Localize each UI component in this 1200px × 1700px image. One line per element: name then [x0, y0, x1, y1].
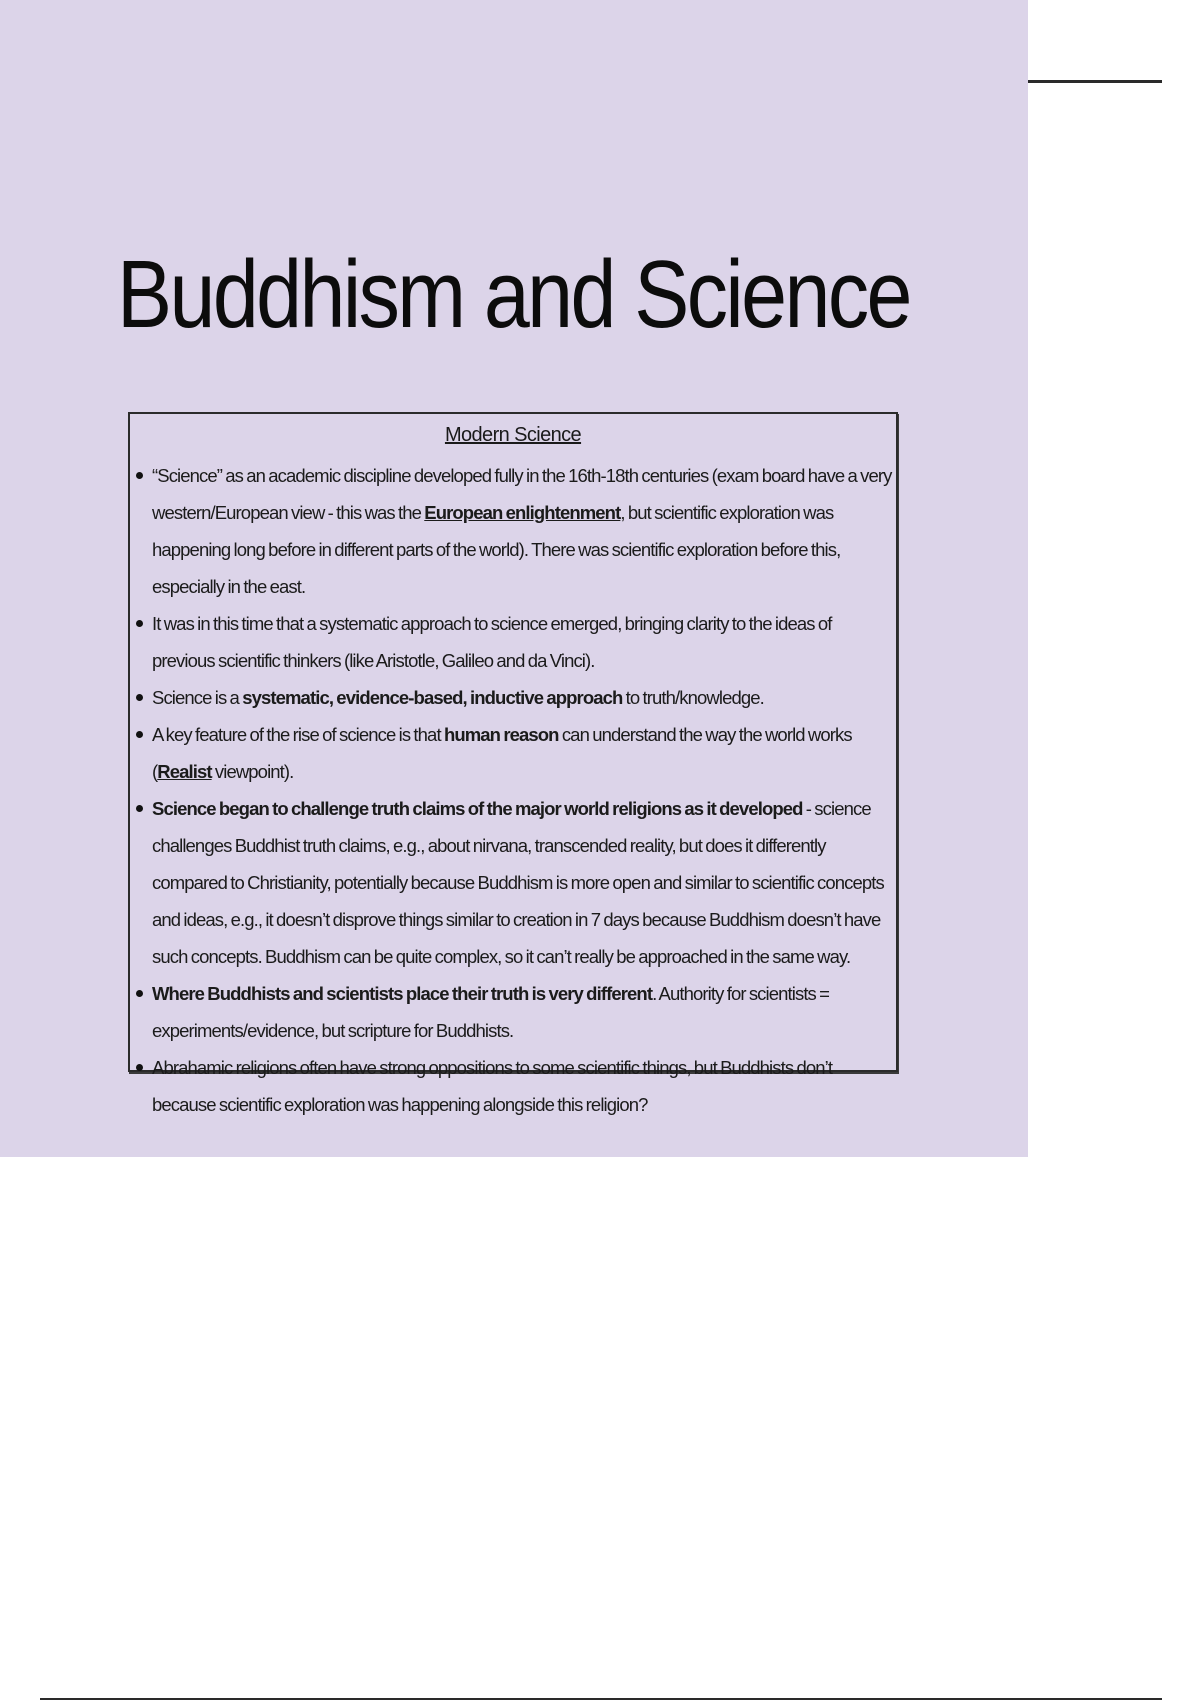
- bullet-text-segment: Science began to challenge truth claims of the major world religions as it developed: [152, 798, 803, 819]
- bullet-text-segment: - science challenges Buddhist truth claims, e.g., about nirvana, transcended reality, but does it differently compared to Christianity, potentially because Buddhism is more open and similar to scientific concepts and ideas, e.g., it doesn’t disprove things similar to creation in 7 days because Buddhism doesn’t have such concepts. Buddhism can be quite complex, so it can’t really be approached in the same way.: [152, 798, 884, 967]
- bullet-text-segment: Abrahamic religions often have strong oppositions to some scientific things, but Buddhists don’t because scientific exploration was happening alongside this religion?: [152, 1057, 833, 1115]
- bullet-text-segment: A key feature of the rise of science is that: [152, 724, 444, 745]
- bullet-dot-icon: [136, 990, 143, 997]
- slide-title: Buddhism and Science: [117, 241, 910, 348]
- top-divider: [1028, 80, 1162, 83]
- bullet-item: [134, 1049, 892, 1123]
- box-heading: Modern Science: [444, 424, 582, 446]
- bullet-text-segment: It was in this time that a systematic approach to science emerged, bringing clarity to the ideas of previous scientific thinkers (like Aristotle, Galileo and da Vinci).: [152, 613, 832, 671]
- bullet-dot-icon: [136, 620, 143, 627]
- bullet-text-segment: “Science” as an academic discipline developed fully in the 16th-18th centuries (exam board have a very western/European view - this was the: [152, 465, 892, 523]
- bullet-text-segment: Realist: [157, 761, 212, 782]
- bullet-dot-icon: [136, 694, 143, 701]
- bullet-text-segment: to truth/knowledge.: [622, 687, 764, 708]
- bullet-item: [134, 457, 892, 605]
- bullet-text-segment: European enlightenment: [424, 502, 621, 523]
- bullet-text-segment: viewpoint).: [211, 761, 294, 782]
- bullet-text-segment: Where Buddhists and scientists place their truth is very different: [152, 983, 653, 1004]
- bullet-item: [134, 716, 892, 790]
- bullet-item: [134, 605, 892, 679]
- bullet-item: [134, 975, 892, 1049]
- bullet-text-segment: , but scientific exploration was happening long before in different parts of the world). There was scientific exploration before this, especially in the east.: [152, 502, 841, 597]
- bullet-text-segment: Science is a: [152, 687, 243, 708]
- bullet-text-segment: human reason: [443, 724, 559, 745]
- bullet-dot-icon: [136, 472, 143, 479]
- bullet-item: [134, 679, 892, 716]
- bullet-dot-icon: [136, 1064, 143, 1071]
- bullet-dot-icon: [136, 805, 143, 812]
- bullet-dot-icon: [136, 731, 143, 738]
- bullet-list: [134, 457, 892, 1123]
- bullet-text-segment: . Authority for scientists = experiments/evidence, but scripture for Buddhists.: [152, 983, 830, 1041]
- bullet-text-segment: can understand the way the world works (: [152, 724, 852, 782]
- bullet-item: [134, 790, 892, 975]
- notes-box: [128, 412, 898, 1115]
- bullet-text-segment: systematic, evidence-based, inductive approach: [242, 687, 623, 708]
